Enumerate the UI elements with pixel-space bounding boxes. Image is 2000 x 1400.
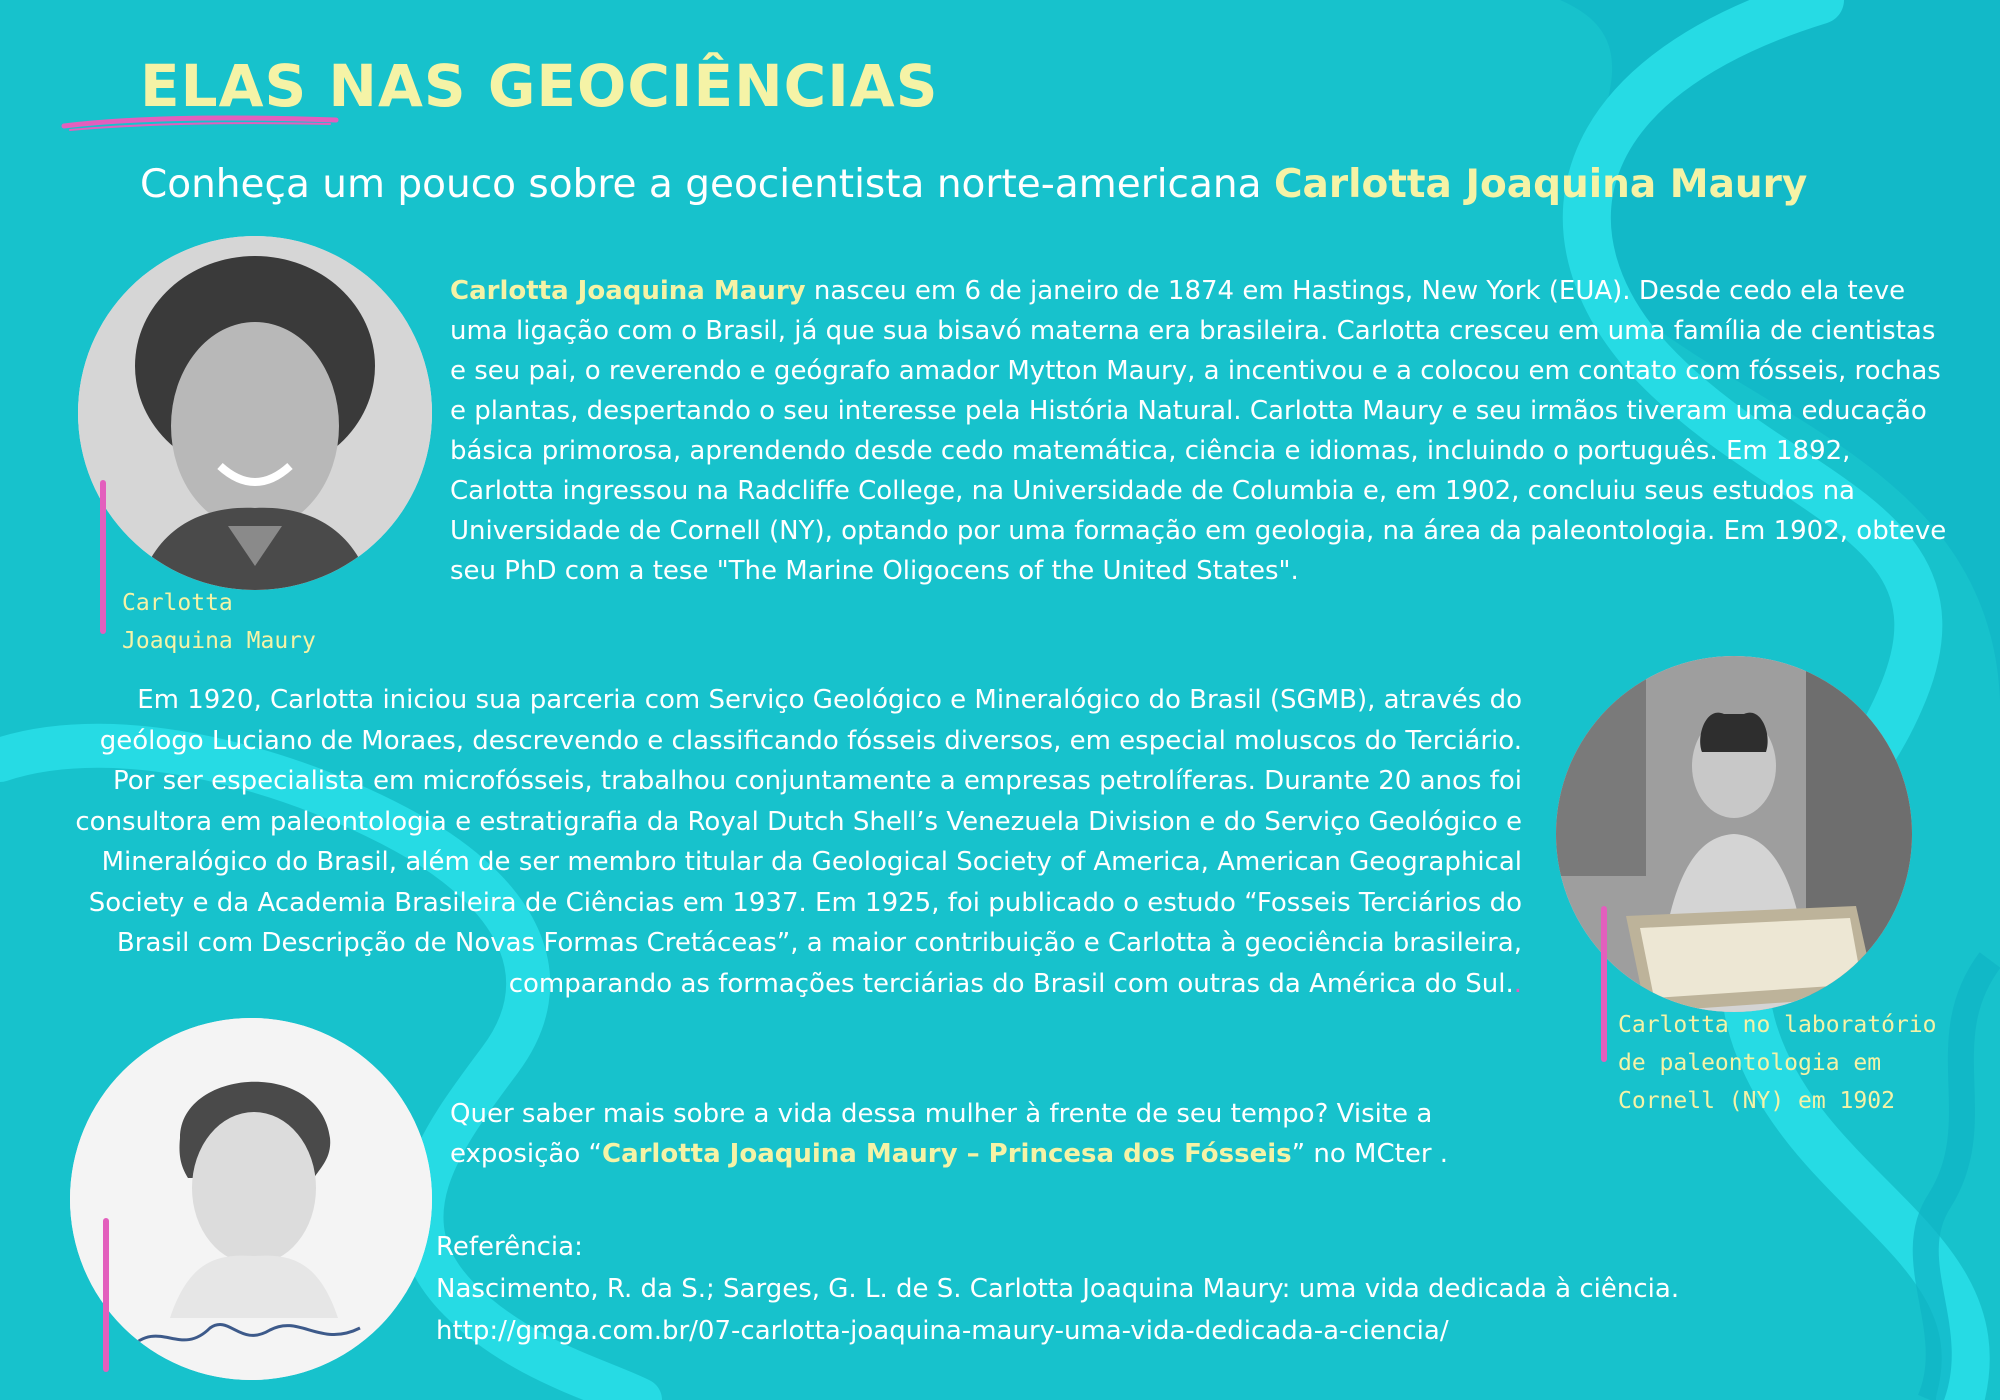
caption-accent-bar	[100, 480, 106, 634]
exhibition-name: Carlotta Joaquina Maury – Princesa dos Fósseis	[601, 1139, 1292, 1169]
portrait-photo	[78, 236, 432, 590]
page-title: ELAS NAS GEOCIÊNCIAS	[140, 52, 939, 120]
reference-citation: Nascimento, R. da S.; Sarges, G. L. de S. Carlotta Joaquina Maury: uma vida dedicada à ciência.	[436, 1274, 1680, 1304]
signature-portrait-photo	[70, 1018, 432, 1380]
reference-heading: Referência:	[436, 1232, 583, 1262]
reference-url: http://gmga.com.br/07-carlotta-joaquina-maury-uma-vida-dedicada-a-ciencia/	[436, 1316, 1449, 1346]
paragraph-highlight: Carlotta Joaquina Maury	[450, 276, 806, 306]
portrait-image	[78, 236, 432, 590]
page-subtitle: Conheça um pouco sobre a geocientista norte-americana Carlotta Joaquina Maury	[140, 162, 1808, 207]
biography-paragraph-1: Carlotta Joaquina Maury nasceu em 6 de janeiro de 1874 em Hastings, New York (EUA). Desde cedo ela teve uma ligação com o Brasil, já que sua bisavó materna era brasileira. Carlotta cresceu em uma família de cientistas e seu pai, o reverendo e geógrafo amador Mytton Maury, a incentivou e a colocou em contato com fósseis, rochas e plantas, despertando o seu interesse pela História Natural. Carlotta Maury e seu irmãos tiveram uma educação básica primorosa, aprendendo desde cedo matemática, ciência e idiomas, incluindo o português. Em 1892, Carlotta ingressou na Radcliffe College, na Universidade de Columbia e, em 1902, concluiu seus estudos na Universidade de Cornell (NY), optando por uma formação em geologia, na área da paleontologia. Em 1902, obteve seu PhD com a tese "The Marine Oligocens of the United States".	[450, 276, 1947, 586]
caption-accent-bar	[1601, 906, 1607, 1062]
signature-portrait-image	[70, 1018, 432, 1380]
laboratory-image	[1556, 656, 1912, 1012]
laboratory-photo	[1556, 656, 1912, 1012]
exhibition-invitation: Quer saber mais sobre a vida dessa mulher à frente de seu tempo? Visite a exposição “Carlotta Joaquina Maury – Princesa dos Fósseis” no MCter .	[450, 1099, 1449, 1169]
portrait-caption: Carlotta Joaquina Maury	[122, 590, 316, 654]
reference-block	[436, 1226, 1936, 1352]
subtitle-highlight: Carlotta Joaquina Maury	[1273, 162, 1808, 207]
biography-paragraph-2: Em 1920, Carlotta iniciou sua parceria com Serviço Geológico e Mineralógico do Brasil (SGMB), através do geólogo Luciano de Moraes, descrevendo e classificando fósseis diversos, em especial moluscos do Terciário. Por ser especialista em microfósseis, trabalhou conjuntamente a empresas petrolíferas. Durante 20 anos foi consultora em paleontologia e estratigrafia da Royal Dutch Shell’s Venezuela Division e do Serviço Geológico e Mineralógico do Brasil, além de ser membro titular da Geological Society of America, American Geographical Society e da Academia Brasileira de Ciências em 1937. Em 1925, foi publicado o estudo “Fosseis Terciários do Brasil com Descripção de Novas Formas Cretáceas”, a maior contribuição e Carlotta à geociência brasileira, comparando as formações terciárias do Brasil com outras da América do Sul..	[75, 685, 1522, 999]
laboratory-caption: Carlotta no laboratório de paleontologia em Cornell (NY) em 1902	[1618, 1012, 1937, 1114]
photo-accent-bar	[103, 1218, 109, 1372]
